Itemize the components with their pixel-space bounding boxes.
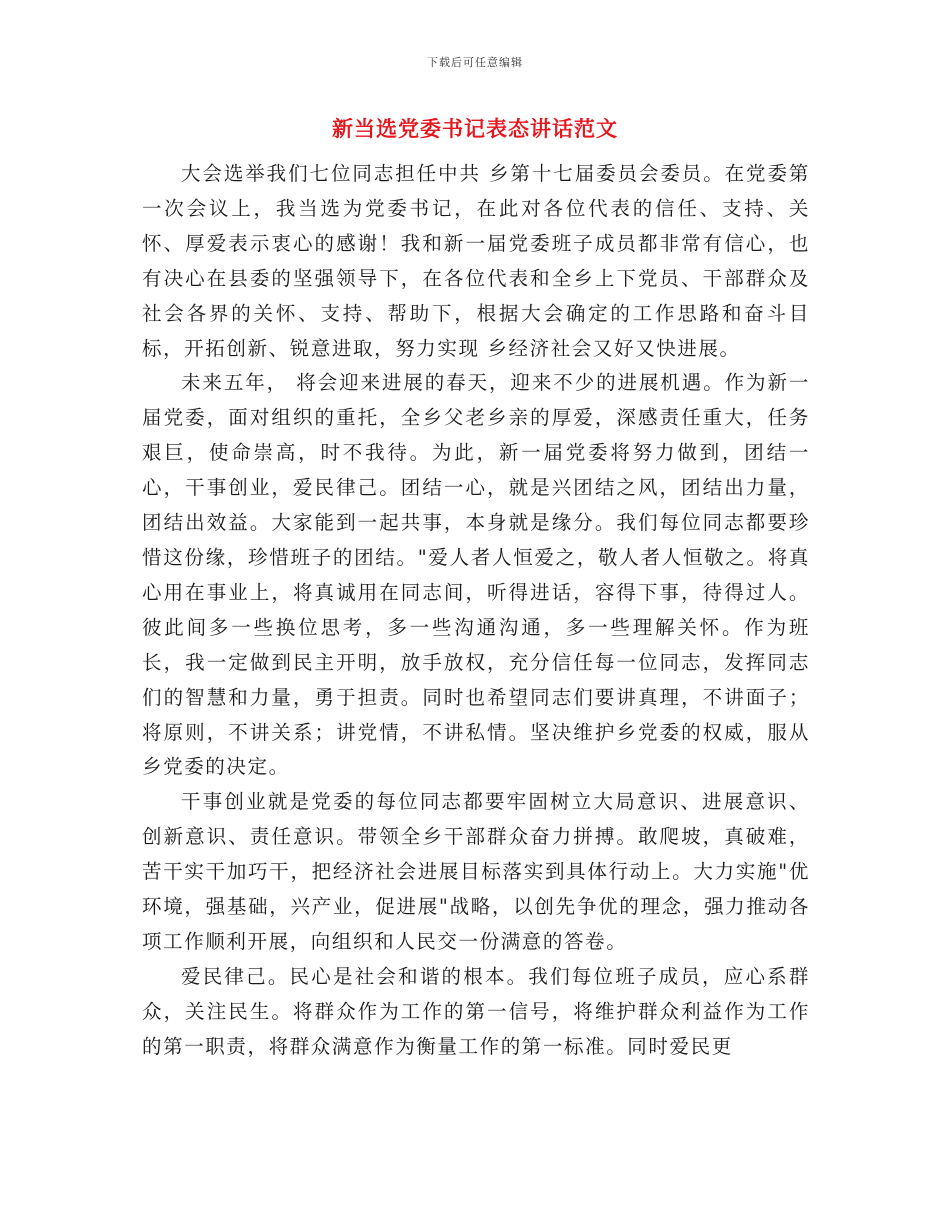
paragraph-3: 干事创业就是党委的每位同志都要牢固树立大局意识、进展意识、创新意识、责任意识。带领全乡干部群众奋力拼搏。敢爬坡，真破难，苦干实干加巧干，把经济社会进展目标落实到具体行动上。大力实施"优环境，强基础，兴产业，促进展"战略，以创先争优的理念，强力推动各项工作顺利开展，向组织和人民交一份满意的答卷。 — [142, 790, 810, 953]
paragraph-1: 大会选举我们七位同志担任中共 乡第十七届委员会委员。在党委第一次会议上，我当选为党委书记，在此对各位代表的信任、支持、关怀、厚爱表示衷心的感谢！我和新一届党委班子成员都非常有信心，也有决心在县委的坚强领导下，在各位代表和全乡上下党员、干部群众及社会各界的关怀、支持、帮助下，根据大会确定的工作思路和奋斗目标，开拓创新、锐意进取，努力实现 乡经济社会又好又快进展。 — [142, 162, 810, 360]
page-header-note: 下载后可任意编辑 — [427, 56, 523, 69]
paragraph-4: 爱民律己。民心是社会和谐的根本。我们每位班子成员，应心系群众，关注民生。将群众作为工作的第一信号，将维护群众利益作为工作的第一职责，将群众满意作为衡量工作的第一标准。同时爱民更 — [142, 964, 810, 1058]
document-title: 新当选党委书记表态讲话范文 — [332, 116, 618, 141]
document-body — [142, 157, 810, 1065]
paragraph-2: 未来五年， 将会迎来进展的春天，迎来不少的进展机遇。作为新一届党委，面对组织的重托，全乡父老乡亲的厚爱，深感责任重大，任务艰巨，使命崇高，时不我待。为此，新一届党委将努力做到，团结一心，干事创业，爱民律己。团结一心，就是兴团结之风，团结出力量，团结出效益。大家能到一起共事，本身就是缘分。我们每位同志都要珍惜这份缘，珍惜班子的团结。"爱人者人恒爱之，敬人者人恒敬之。将真心用在事业上，将真诚用在同志间，听得进话，容得下事，待得过人。彼此间多一些换位思考，多一些沟通沟通，多一些理解关怀。作为班长，我一定做到民主开明，放手放权，充分信任每一位同志，发挥同志们的智慧和力量，勇于担责。同时也希望同志们要讲真理，不讲面子；将原则，不讲关系；讲党情，不讲私情。坚决维护乡党委的权威，服从乡党委的决定。 — [142, 371, 810, 779]
